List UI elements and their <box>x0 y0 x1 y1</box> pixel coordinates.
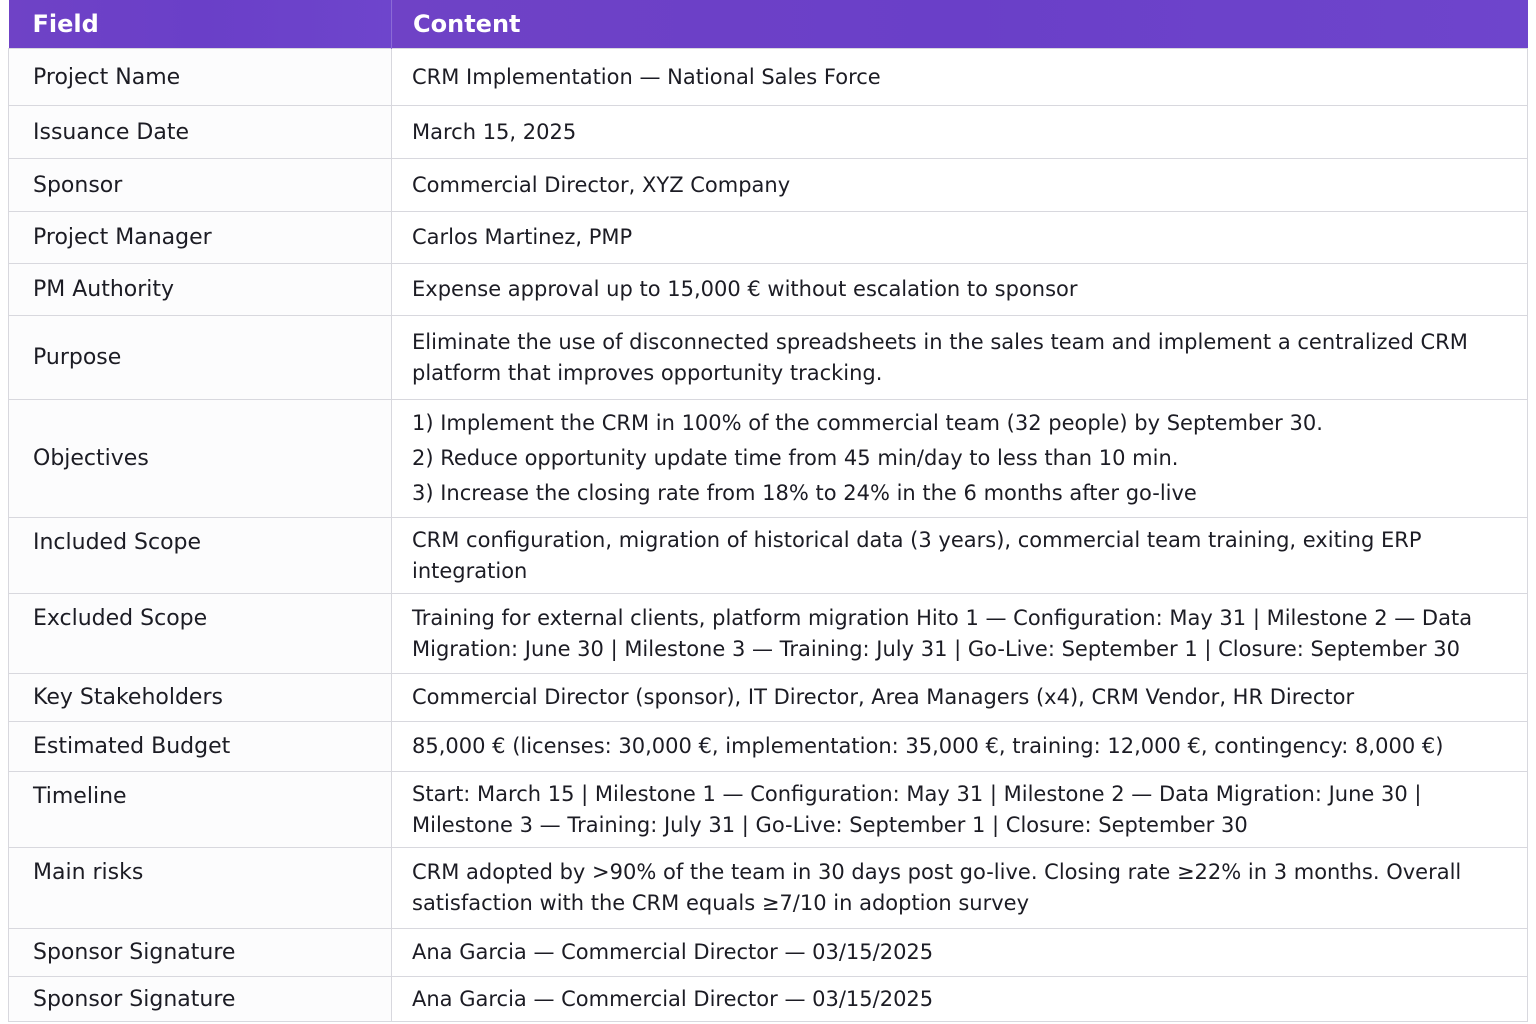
row-field-label: Purpose <box>9 316 392 400</box>
objectives-list <box>392 400 1528 518</box>
table-row <box>9 212 1528 264</box>
table-row <box>9 674 1528 722</box>
header-field: Field <box>9 0 392 49</box>
row-content: Expense approval up to 15,000 € without escalation to sponsor <box>392 264 1528 316</box>
row-field-label: Key Stakeholders <box>9 674 392 722</box>
objective-item: 2) Reduce opportunity update time from 45 min/day to less than 10 min. <box>412 446 1179 470</box>
row-field-label: Objectives <box>9 400 392 518</box>
table-header-row <box>9 0 1528 49</box>
row-field-label: Main risks <box>9 848 392 929</box>
row-content: CRM Implementation — National Sales Force <box>392 49 1528 106</box>
row-content: Carlos Martinez, PMP <box>392 212 1528 264</box>
table-row <box>9 264 1528 316</box>
row-field-label: Project Manager <box>9 212 392 264</box>
row-content: Training for external clients, platform migration Hito 1 — Configuration: May 31 | Milestone 2 — Data Migration: June 30 | Milestone 3 — Training: July 31 | Go-Live: September 1 | Closure: September 30 <box>392 594 1528 674</box>
table-row <box>9 594 1528 674</box>
table-row <box>9 929 1528 977</box>
table-row <box>9 518 1528 594</box>
table-row <box>9 772 1528 848</box>
table-row <box>9 159 1528 212</box>
row-field-label: PM Authority <box>9 264 392 316</box>
row-field-label: Sponsor Signature <box>9 929 392 977</box>
row-content: 85,000 € (licenses: 30,000 €, implementation: 35,000 €, training: 12,000 €, contingency: 8,000 €) <box>392 722 1528 772</box>
row-content: March 15, 2025 <box>392 106 1528 159</box>
row-content: Eliminate the use of disconnected spreadsheets in the sales team and implement a centralized CRM platform that improves opportunity tracking. <box>392 316 1528 400</box>
row-field-label: Included Scope <box>9 518 392 594</box>
row-field-label: Project Name <box>9 49 392 106</box>
table-row <box>9 977 1528 1022</box>
table-row <box>9 722 1528 772</box>
table-row <box>9 848 1528 929</box>
row-field-label: Timeline <box>9 772 392 848</box>
row-field-label: Excluded Scope <box>9 594 392 674</box>
row-field-label: Estimated Budget <box>9 722 392 772</box>
objective-item: 1) Implement the CRM in 100% of the commercial team (32 people) by September 30. <box>412 411 1323 435</box>
row-content: Start: March 15 | Milestone 1 — Configuration: May 31 | Milestone 2 — Data Migration: June 30 | Milestone 3 — Training: July 31 | Go-Live: September 1 | Closure: September 30 <box>392 772 1528 848</box>
row-field-label: Issuance Date <box>9 106 392 159</box>
table-row <box>9 49 1528 106</box>
row-field-label: Sponsor Signature <box>9 977 392 1022</box>
objective-item: 3) Increase the closing rate from 18% to 24% in the 6 months after go-live <box>412 481 1197 505</box>
row-content: CRM configuration, migration of historical data (3 years), commercial team training, exiting ERP integration <box>392 518 1528 594</box>
header-content: Content <box>392 0 1528 49</box>
row-field-label: Sponsor <box>9 159 392 212</box>
table-row <box>9 400 1528 518</box>
row-content: Commercial Director, XYZ Company <box>392 159 1528 212</box>
table-row <box>9 106 1528 159</box>
row-content: Ana Garcia — Commercial Director — 03/15/2025 <box>392 929 1528 977</box>
row-content: Ana Garcia — Commercial Director — 03/15/2025 <box>392 977 1528 1022</box>
table-row <box>9 316 1528 400</box>
project-charter-table <box>8 0 1528 1022</box>
row-content: CRM adopted by >90% of the team in 30 days post go-live. Closing rate ≥22% in 3 months. Overall satisfaction with the CRM equals ≥7/10 in adoption survey <box>392 848 1528 929</box>
row-content: Commercial Director (sponsor), IT Director, Area Managers (x4), CRM Vendor, HR Director <box>392 674 1528 722</box>
